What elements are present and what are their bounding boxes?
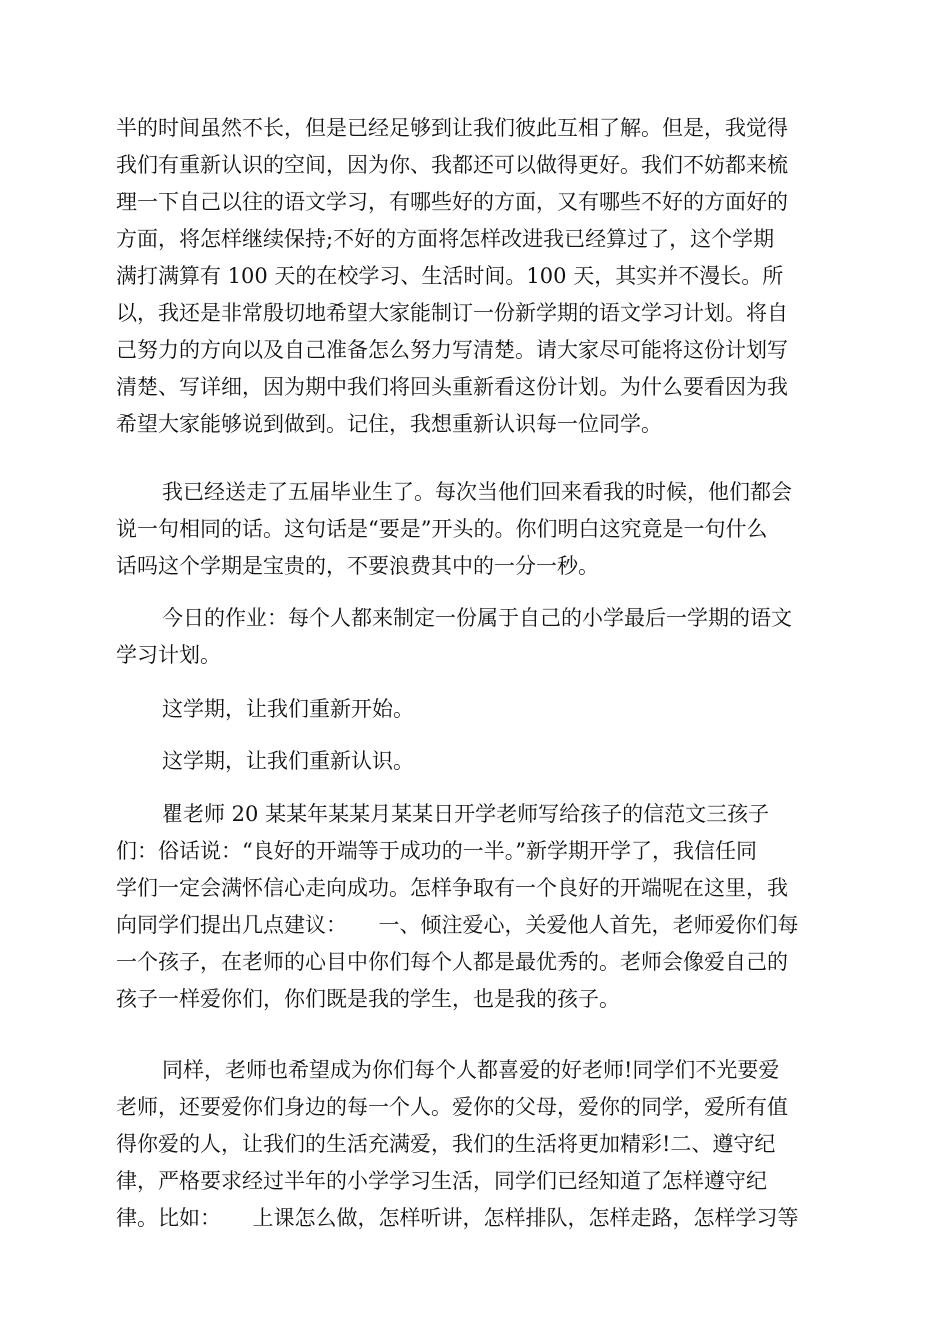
text-line: 我们有重新认识的空间，因为你、我都还可以做得更好。我们不妨都来梳	[116, 153, 788, 177]
text-line: 这学期，让我们重新认识。	[162, 749, 414, 773]
text-line: 希望大家能够说到做到。记住，我想重新认识每一位同学。	[116, 412, 662, 436]
text-line: 理一下自己以往的语文学习，有哪些好的方面，又有哪些不好的方面好的	[116, 190, 788, 214]
paragraph-1	[116, 110, 836, 443]
text-line: 说一句相同的话。这句话是“要是”开头的。你们明白这究竟是一句什么	[116, 517, 768, 541]
text-line: 这学期，让我们重新开始。	[162, 697, 414, 721]
text-line: 老师，还要爱你们身边的每一个人。爱你的父母，爱你的同学，爱所有值	[116, 1095, 788, 1119]
text-line: 们：俗话说：“良好的开端等于成功的一半。”新学期开学了，我信任同	[116, 839, 757, 863]
text-line: 半的时间虽然不长，但是已经足够到让我们彼此互相了解。但是，我觉得	[116, 116, 788, 140]
paragraph-7	[116, 1052, 836, 1237]
text-line: 以，我还是非常殷切地希望大家能制订一份新学期的语文学习计划。将自	[116, 301, 788, 325]
text-line: 向同学们提出几点建议： 一、倾注爱心，关爱他人首先，老师爱你们每	[116, 913, 799, 937]
paragraph-2	[116, 474, 836, 585]
paragraph-6	[116, 796, 836, 1018]
text-line: 清楚、写详细，因为期中我们将回头重新看这份计划。为什么要看因为我	[116, 375, 788, 399]
text-line: 我已经送走了五届毕业生了。每次当他们回来看我的时候，他们都会	[162, 480, 792, 504]
paragraph-3	[116, 600, 836, 674]
text-line: 得你爱的人，让我们的生活充满爱，我们的生活将更加精彩!二、遵守纪	[116, 1132, 776, 1156]
text-line: 同样，老师也希望成为你们每个人都喜爱的好老师!同学们不光要爱	[162, 1058, 780, 1082]
text-line: 今日的作业：每个人都来制定一份属于自己的小学最后一学期的语文	[162, 606, 792, 630]
text-line: 学们一定会满怀信心走向成功。怎样争取有一个良好的开端呢在这里，我	[116, 876, 788, 900]
text-line: 律，严格要求经过半年的小学学习生活，同学们已经知道了怎样遵守纪	[116, 1169, 767, 1193]
text-line: 方面，将怎样继续保持;不好的方面将怎样改进我已经算过了，这个学期	[116, 227, 775, 251]
text-line: 孩子一样爱你们，你们既是我的学生，也是我的孩子。	[116, 987, 620, 1011]
paragraph-4	[116, 691, 836, 728]
text-line: 满打满算有 100 天的在校学习、生活时间。100 天，其实并不漫长。所	[116, 264, 784, 288]
text-line: 律。比如： 上课怎么做，怎样听讲，怎样排队，怎样走路，怎样学习等	[116, 1206, 799, 1230]
text-line: 己努力的方向以及自己准备怎么努力写清楚。请大家尽可能将这份计划写	[116, 338, 788, 362]
text-line: 一个孩子，在老师的心目中你们每个人都是最优秀的。老师会像爱自己的	[116, 950, 788, 974]
text-line: 学习计划。	[116, 643, 221, 667]
paragraph-5	[116, 743, 836, 780]
text-line: 瞿老师 20 某某年某某月某某日开学老师写给孩子的信范文三孩子	[162, 802, 770, 826]
text-line: 话吗这个学期是宝贵的，不要浪费其中的一分一秒。	[116, 554, 599, 578]
